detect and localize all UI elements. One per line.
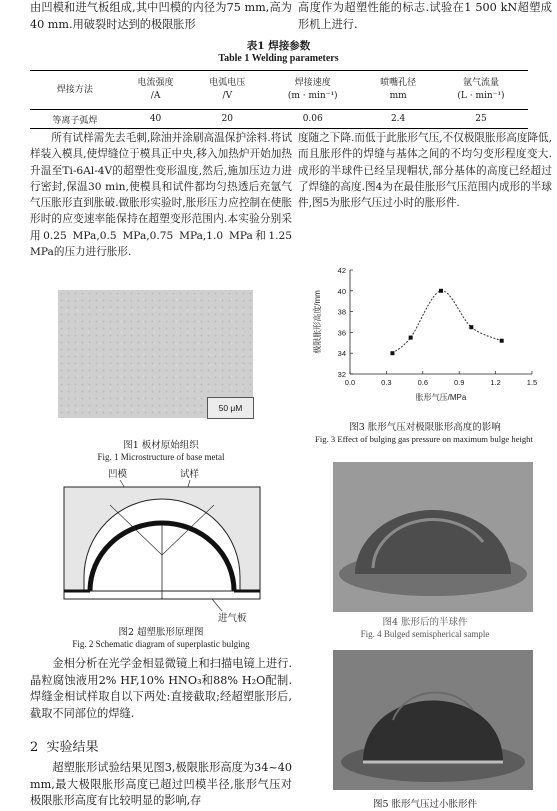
table-header: 焊接速度 (m · min⁻¹)	[287, 78, 338, 101]
table-cell: 20	[221, 114, 234, 124]
table-row	[30, 110, 528, 129]
x-tick-label: 1.5	[526, 378, 538, 387]
table-title-en: Table 1 Welding parameters	[218, 53, 339, 64]
low-pressure-sample-photo	[333, 650, 533, 790]
fig5-caption-cn: 图5 胀形气压过小胀形件	[372, 799, 478, 810]
table-cell: 40	[149, 114, 162, 124]
section-number: 2	[30, 740, 39, 755]
y-tick-label: 40	[337, 286, 346, 296]
procedure-paragraph: 所有试样需先去毛刺,除油并涂刷高温保护涂料.将试样装入模具,使焊缝位于模具正中央,移入加热炉开始加热升温至Ti-6Al-4V的超塑性变形温度,然后,施加压边力进行密封,保温30 min,使模具和试件都均匀热透后充氩气气压胀形直到胀破.做胀形实验时,胀形压力应控制在使胀形时的应变速率能保持在超塑变形范围内.本实验分别采用0.25 MPa,0.5 MPa,0.75 MPa,1.0 MPa和1.25 MPa的压力进行胀形.	[30, 132, 292, 259]
y-tick-label: 34	[337, 349, 346, 359]
fig2-caption-en: Fig. 2 Schematic diagram of superplastic bulging	[72, 639, 250, 649]
results-paragraph: 超塑胀形试验结果见图3,极限胀形高度为34~40 mm,最大极限胀形高度已超过凹模半径,胀形气压对极限胀形高度有比较明显的影响,存	[30, 761, 292, 808]
table-header: 喷嘴孔径 mm	[380, 78, 417, 101]
data-point	[390, 351, 394, 355]
table-cell: 等离子弧焊	[52, 115, 98, 126]
x-tick-label: 0.3	[381, 378, 392, 387]
bulged-sample-photo	[333, 462, 533, 612]
fig3-caption-cn: 图3 胀形气压对极限胀形高度的影响	[349, 422, 501, 433]
result-continuation-paragraph: 度随之下降.而低于此胀形气压,不仅极限胀形高度降低,而且胀形件的焊缝与基体之间的不均匀变形程度变大.成形的半球件已经呈现帽状,部分基体的高度已经超过了焊缝的高度.图4为在最佳胀形气压范围内成形的半球件,图5为胀形气压过小时的胀形件.	[298, 132, 552, 210]
x-tick-label: 0.6	[417, 378, 429, 387]
x-tick-label: 1.2	[490, 378, 501, 387]
table-cell: 0.06	[302, 114, 323, 124]
table-title-cn: 表1 焊接参数	[246, 40, 311, 52]
section-heading	[30, 736, 99, 755]
data-point	[469, 325, 473, 329]
y-axis-label: 极限胀形高度/mm	[313, 290, 322, 354]
x-tick-label: 0.0	[344, 378, 356, 387]
table-header: 氩气流量 (L · min⁻¹)	[457, 78, 505, 101]
top-left-text: 由凹模和进气板组成,其中凹模的内径为75 mm,高为40 mm.用破裂时达到的极限胀形	[30, 1, 292, 31]
table-header: 电流强度 /A	[137, 78, 174, 101]
data-point	[409, 336, 413, 340]
pressure-height-chart	[306, 262, 552, 412]
fig3-caption-en: Fig. 3 Effect of bulging gas pressure on maximum bulge height	[315, 434, 533, 444]
x-axis-label: 胀形气压/MPa	[415, 393, 467, 402]
series-curve	[392, 291, 501, 353]
table-cell: 25	[475, 114, 487, 124]
fig1-caption-cn: 图1 板材原始组织	[123, 440, 199, 451]
metallography-paragraph: 金相分析在光学金相显微镜上和扫描电镜上进行.晶粒腐蚀液用2% HF,10% HNO₃和88% H₂O配制.焊缝金相试样取自以下两处:直接截取;经超塑胀形后,截取不同部位的焊缝.	[30, 657, 292, 720]
table-header: 电弧电压 /V	[209, 78, 246, 101]
y-tick-label: 32	[337, 370, 346, 379]
table-cell: 2.4	[390, 114, 406, 124]
fig1-caption-en: Fig. 1 Microstructure of base metal	[97, 452, 225, 462]
welding-parameters-table	[30, 70, 528, 129]
scale-bar-label: 50 μM	[207, 397, 254, 419]
data-point	[500, 339, 504, 343]
bulging-schematic	[50, 465, 280, 625]
table-header: 焊接方法	[56, 84, 93, 95]
y-tick-label: 42	[337, 266, 346, 275]
x-tick-label: 0.9	[453, 378, 465, 387]
label-sample: 试样	[180, 469, 200, 480]
fig2-caption-cn: 图2 超塑胀形原理图	[118, 627, 204, 638]
fig4-caption-en: Fig. 4 Bulged semispherical sample	[360, 629, 490, 639]
y-tick-label: 38	[337, 307, 346, 317]
label-intake-plate: 进气板	[218, 613, 247, 624]
data-point	[439, 289, 443, 293]
top-right-text: 高度作为超塑性能的标志.试验在1 500 kN超塑成形机上进行.	[298, 1, 552, 31]
label-die: 凹模	[108, 469, 128, 480]
fig4-caption-cn: 图4 胀形后的半球件	[382, 617, 468, 628]
section-title: 实验结果	[46, 740, 99, 755]
y-tick-label: 36	[337, 328, 346, 338]
